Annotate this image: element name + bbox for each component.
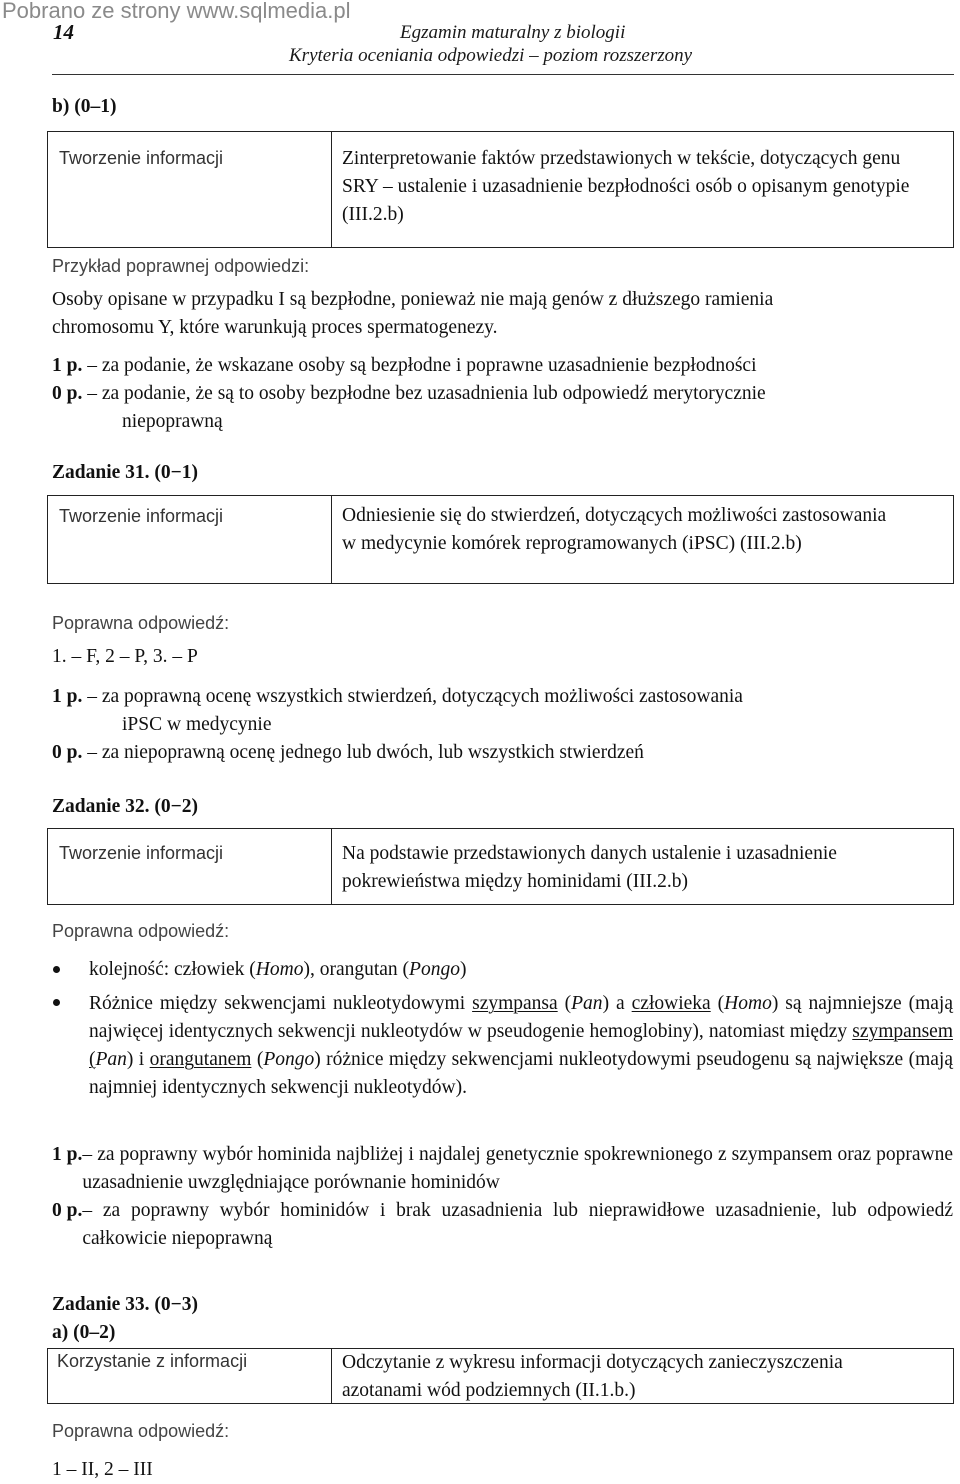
- task-title: Zadanie 32.: [52, 796, 150, 817]
- task-title: Zadanie 33.: [52, 1294, 150, 1315]
- task-33-title: [52, 1294, 198, 1316]
- score-text: – za podanie, że wskazane osoby są bezpłodne i poprawne uzasadnienie bezpłodności: [82, 355, 757, 376]
- header-rule: [52, 74, 954, 75]
- genus-name: Homo: [255, 959, 304, 980]
- score-text: – za niepoprawną ocenę jednego lub dwóch, lub wszystkich stwierdzeń: [82, 742, 644, 763]
- table-divider: [331, 132, 332, 247]
- answer-bullet: [89, 956, 466, 984]
- task-range: (0−3): [149, 1294, 199, 1315]
- text-run: (: [710, 993, 725, 1014]
- text-run: Różnice między sekwencjami nukleotydowymi: [89, 993, 473, 1014]
- table-requirement-cell: Odczytanie z wykresu informacji dotyczących zanieczyszczenia azotanami wód podziemnych (II.1.b.): [342, 1352, 843, 1401]
- score-text: – za podanie, że są to osoby bezpłodne bez uzasadnienia lub odpowiedź merytorycznie: [82, 383, 766, 404]
- header-subtitle: Kryteria oceniania odpowiedzi – poziom rozszerzony: [289, 45, 693, 66]
- score-1p: [52, 352, 756, 380]
- points-label: 1 p.: [52, 1144, 83, 1165]
- score-text: – za poprawną ocenę wszystkich stwierdzeń, dotyczących możliwości zastosowania: [82, 686, 743, 707]
- text-run: ) różnice między sekwencjami nukleotydowymi pseudogenu są największe (mają najmniej identycznych sekwencji nukleotydów).: [89, 1049, 953, 1098]
- table-requirement-cell: Zinterpretowanie faktów przedstawionych w tekście, dotyczących genu SRY – ustalenie i uzasadnienie bezpłodności osób o opisanym genotypie (III.2.b): [342, 148, 910, 225]
- genus-name: Pongo: [263, 1049, 315, 1070]
- genus-name: Pan: [571, 993, 603, 1014]
- bullet-dot-icon: [53, 999, 60, 1006]
- underlined-term: szympansem (: [89, 1021, 953, 1070]
- table-requirement-cell: Odniesienie się do stwierdzeń, dotyczących możliwości zastosowania w medycynie komórek reprogramowanych (iPSC) (III.2.b): [342, 505, 887, 554]
- genus-name: Homo: [724, 993, 772, 1014]
- answer-label: Poprawna odpowiedź:: [52, 613, 230, 633]
- text-run: (: [251, 1049, 264, 1070]
- task-33-requirements-table: [47, 1348, 954, 1404]
- task-title: Zadanie 31.: [52, 462, 150, 483]
- genus-name: Pongo: [409, 959, 460, 980]
- text-run: ), orangutan (: [303, 959, 410, 980]
- score-0p: [52, 739, 644, 767]
- table-divider: [331, 496, 332, 583]
- score-0p: [52, 1197, 953, 1253]
- task-32-title: [52, 796, 198, 818]
- table-requirement-cell: Na podstawie przedstawionych danych ustalenie i uzasadnienie pokrewieństwa między hominidami (III.2.b): [342, 843, 837, 892]
- task-range: (0−2): [149, 796, 199, 817]
- points-label: 1 p.: [52, 355, 83, 376]
- task-range: (0−1): [149, 462, 199, 483]
- answer-label: Poprawna odpowiedź:: [52, 921, 230, 941]
- text-run: kolejność: człowiek (: [89, 959, 256, 980]
- points-label: 1 p.: [52, 686, 83, 707]
- bullet-dot-icon: [53, 966, 60, 973]
- task-33-answer: 1 – II, 2 – III: [52, 1459, 153, 1480]
- text-run: ) a: [602, 993, 632, 1014]
- score-text-continued: niepoprawną: [122, 411, 223, 432]
- task-31-answer: 1. – F, 2 – P, 3. – P: [52, 646, 198, 667]
- score-1p: [52, 1141, 953, 1197]
- header-title: Egzamin maturalny z biologii: [400, 22, 626, 43]
- points-label: 0 p.: [52, 1200, 83, 1221]
- points-label: 0 p.: [52, 742, 83, 763]
- score-text-continued: iPSC w medycynie: [122, 714, 272, 735]
- page-number: 14: [53, 20, 74, 44]
- answer-bullet-justification: [89, 990, 953, 1102]
- task-32-requirements-table: [47, 828, 954, 905]
- table-skill-cell: Tworzenie informacji: [59, 506, 224, 526]
- table-skill-cell: Tworzenie informacji: [59, 148, 224, 168]
- text-run: ) są najmniejsze (mają najwięcej identycznych sekwencji nukleotydów w pseudogenie hemoglobiny), natomiast między: [89, 993, 953, 1042]
- task-31-requirements-table: [47, 495, 954, 584]
- score-text: – za poprawny wybór hominidów i brak uzasadnienia lub nieprawidłowe uzasadnienie, lub odpowiedź całkowicie niepoprawną: [82, 1200, 953, 1249]
- table-divider: [331, 1349, 332, 1403]
- score-text: – za poprawny wybór hominida najbliżej i najdalej genetycznie spokrewnionego z szympansem oraz poprawne uzasadnienie uwzględniające porównanie hominidów: [82, 1144, 953, 1193]
- underlined-term: szympansa: [472, 993, 558, 1014]
- task-33-sub-label: a) (0–2): [52, 1322, 116, 1343]
- underlined-term: człowieka: [631, 993, 711, 1014]
- task-31-title: [52, 462, 198, 484]
- table-divider: [331, 829, 332, 904]
- text-run: ): [459, 959, 467, 980]
- text-run: ) i: [126, 1049, 150, 1070]
- table-skill-cell: Tworzenie informacji: [59, 843, 224, 863]
- answer-label: Poprawna odpowiedź:: [52, 1421, 230, 1441]
- genus-name: Pan: [95, 1049, 127, 1070]
- watermark: Pobrano ze strony www.sqlmedia.pl: [2, 0, 351, 23]
- underlined-term: orangutanem: [149, 1049, 252, 1070]
- text-run: (: [557, 993, 572, 1014]
- example-answer-line: Osoby opisane w przypadku I są bezpłodne, ponieważ nie mają genów z dłuższego ramienia: [52, 289, 774, 310]
- part-b-label: b) (0–1): [52, 96, 117, 117]
- points-label: 0 p.: [52, 383, 83, 404]
- example-answer-line: chromosomu Y, które warunkują proces spermatogenezy.: [52, 317, 498, 338]
- part-b-requirements-table: [47, 131, 954, 248]
- score-1p: [52, 683, 743, 711]
- score-0p: [52, 380, 766, 408]
- table-skill-cell: Korzystanie z informacji: [57, 1351, 248, 1371]
- example-answer-label: Przykład poprawnej odpowiedzi:: [52, 256, 310, 276]
